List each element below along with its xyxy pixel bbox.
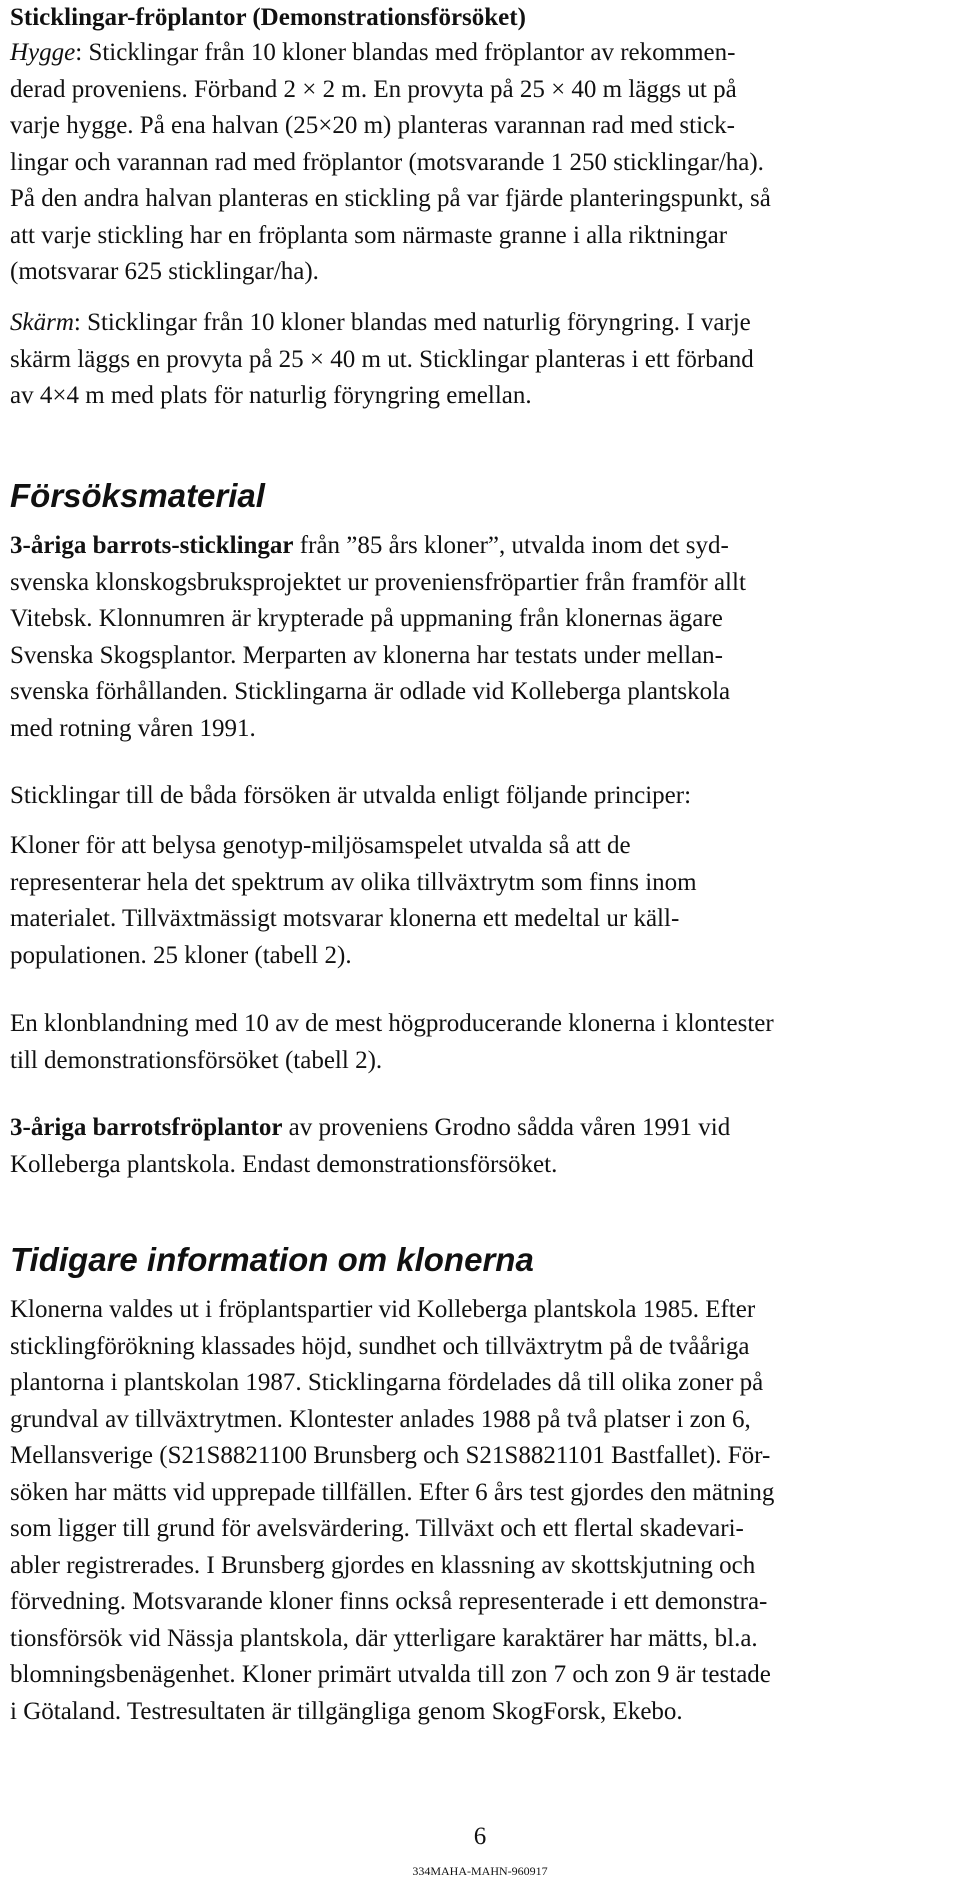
text-line: med rotning våren 1991. (10, 714, 256, 742)
text-line: av 4×4 m med plats för naturlig föryngring emellan. (10, 382, 532, 409)
text-line: abler registrerades. I Brunsberg gjordes en klassning av skottskjutning och (10, 1551, 756, 1579)
paragraph-hygge (10, 35, 771, 291)
text-line: till demonstrationsförsöket (tabell 2). (10, 1046, 383, 1074)
text-line: att varje stickling har en fröplanta som närmaste granne i alla riktningar (10, 221, 728, 249)
section-title: Sticklingar-fröplantor (Demonstrationsförsöket) (10, 4, 526, 31)
text-line: förvedning. Motsvarande kloner finns också representerade i ett demonstra- (10, 1588, 768, 1615)
text-line: grundval av tillväxtrytmen. Klontester anlades 1988 på två platser i zon 6, (10, 1405, 751, 1433)
text-line: söken har mätts vid upprepade tillfällen. Efter 6 års test gjordes den mätning (10, 1478, 775, 1506)
paragraph-kloner (10, 828, 697, 974)
label-hygge: Hygge (10, 39, 76, 66)
text-line: populationen. 25 kloner (tabell 2). (10, 941, 352, 969)
text-line: materialet. Tillväxtmässigt motsvarar klonerna ett medeltal ur käll- (10, 905, 680, 932)
text-line: plantorna i plantskolan 1987. Sticklingarna fördelades då till olika zoner på (10, 1369, 764, 1396)
text-line: svenska förhållanden. Sticklingarna är odlade vid Kolleberga plantskola (10, 678, 731, 705)
page-number: 6 (473, 1823, 487, 1850)
text-line: : Sticklingar från 10 kloner blandas med naturlig föryngring. I varje (73, 309, 751, 336)
text-line: svenska klonskogsbruksprojektet ur proveniensfröpartier från framför allt (10, 568, 746, 596)
text-line: Svenska Skogsplantor. Merparten av klonerna har testats under mellan- (10, 641, 724, 669)
paragraph-skarm (10, 305, 754, 415)
text-line: skärm läggs en provyta på 25 × 40 m ut. Sticklingar planteras i ett förband (10, 345, 754, 373)
text-line: På den andra halvan planteras en stickling på var fjärde planteringspunkt, så (10, 185, 771, 212)
text-line: blomningsbenägenhet. Kloner primärt utvalda till zon 7 och zon 9 är testade (10, 1661, 771, 1688)
paragraph-froplantor (10, 1110, 730, 1183)
text-line: tionsförsök vid Nässja plantskola, där ytterligare karaktärer har mätts, bl.a. (10, 1624, 758, 1652)
text-line: (motsvarar 625 sticklingar/ha). (10, 258, 319, 285)
paragraph-material (10, 528, 746, 747)
text-line: som ligger till grund för avelsvärdering. Tillväxt och ett flertal skadevari- (10, 1515, 744, 1542)
document-code: 334MAHA-MAHN-960917 (412, 1864, 548, 1878)
text-line: i Götaland. Testresultaten är tillgängliga genom SkogForsk, Ekebo. (10, 1697, 683, 1725)
text-line: sticklingförökning klassades höjd, sundhet och tillväxtrytm på de tvååriga (10, 1332, 750, 1360)
text-line: lingar och varannan rad med fröplantor (motsvarande 1 250 sticklingar/ha). (10, 148, 764, 176)
text-line: varje hygge. På ena halvan (25×20 m) planteras varannan rad med stick- (10, 112, 735, 139)
text-line: Klonerna valdes ut i fröplantspartier vid Kolleberga plantskola 1985. Efter (10, 1296, 756, 1323)
text-line: Mellansverige (S21S8821100 Brunsberg och S21S8821101 Bastfallet). För- (10, 1442, 771, 1469)
paragraph-tidigare (10, 1292, 774, 1730)
heading-forsoksmaterial: Försöksmaterial (10, 477, 265, 514)
paragraph-principer: Sticklingar till de båda försöken är utvalda enligt följande principer: (10, 782, 692, 809)
text-line: av proveniens Grodno sådda våren 1991 vid (282, 1114, 731, 1141)
label-skarm: Skärm (10, 309, 74, 336)
text-line: Kolleberga plantskola. Endast demonstrationsförsöket. (10, 1150, 558, 1178)
text-line: Kloner för att belysa genotyp-miljösamspelet utvalda så att de (10, 832, 631, 859)
text-line: Vitebsk. Klonnumren är krypterade på uppmaning från klonernas ägare (10, 605, 723, 632)
heading-tidigare-information: Tidigare information om klonerna (10, 1241, 534, 1278)
text-line: : Sticklingar från 10 kloner blandas med fröplantor av rekommen- (75, 39, 736, 66)
lead-froplantor: 3-åriga barrotsfröplantor (10, 1114, 283, 1141)
text-line: representerar hela det spektrum av olika tillväxtrytm som finns inom (10, 868, 697, 896)
text-line: från ”85 års kloner”, utvalda inom det syd- (293, 532, 729, 559)
text-line: En klonblandning med 10 av de mest högproducerande klonerna i klontester (10, 1010, 774, 1037)
text-line: derad proveniens. Förband 2 × 2 m. En provyta på 25 × 40 m läggs ut på (10, 75, 737, 103)
paragraph-klonblandning (10, 1006, 774, 1079)
lead-sticklingar: 3-åriga barrots-sticklingar (10, 532, 294, 559)
